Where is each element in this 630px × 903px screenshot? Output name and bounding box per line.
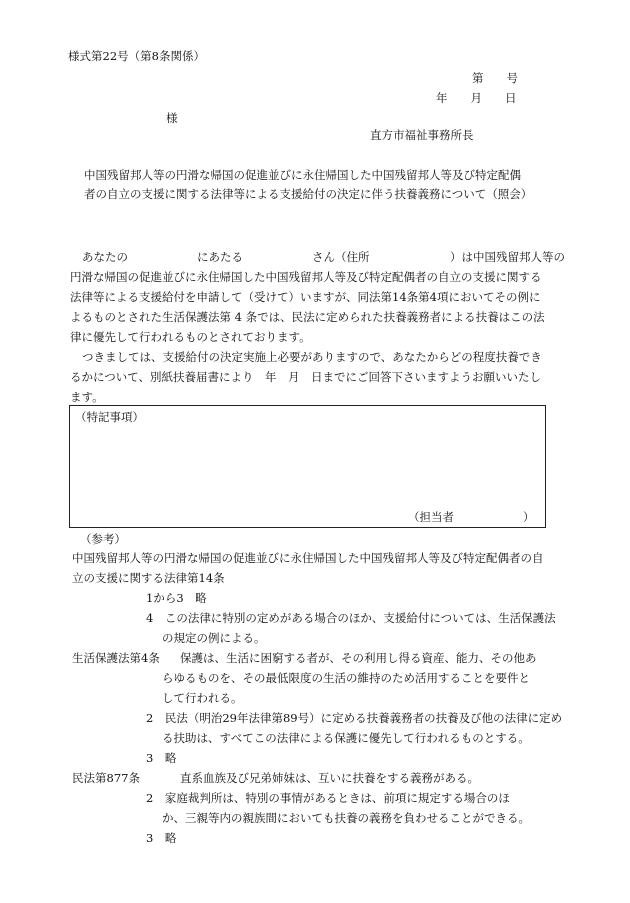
law3-item-3: 3 略 [146, 831, 177, 845]
body-p2-line-2: るかについて、別紙扶養届書により 年 月 日までにご回答下さいますようお願いいたし [70, 370, 542, 384]
sender-name: 直方市福祉事務所長 [370, 128, 474, 142]
law2-item-3: 3 略 [146, 751, 177, 765]
law3-item-2-line-1: 2 家庭裁判所は、特別の事情があるときは、前項に規定する場合のほ [146, 791, 510, 805]
title-line-2: 者の自立の支援に関する法律等による支援給付の決定に伴う扶養義務について（照会） [84, 187, 533, 201]
law3-label: 民法第877条 [72, 771, 140, 785]
law2-label: 生活保護法第4条 [72, 651, 160, 665]
law1-item-4-line-1: 4 この法律に特別の定めがある場合のほか、支援給付については、生活保護法 [146, 611, 556, 625]
reference-heading: （参考） [80, 532, 126, 546]
form-number: 様式第22号（第8条関係） [68, 49, 205, 63]
law2-item-2-line-1: 2 民法（明治29年法律第89号）に定める扶養義務者の扶養及び他の法律に定め [146, 711, 563, 725]
body-p2-line-1: つきましては、支援給付の決定実施上必要がありますので、あなたからどの程度扶養でき [82, 350, 542, 364]
special-notes-label: （特記事項） [75, 410, 144, 424]
law2-item-1-line-1: 保護は、生活に困窮する者が、その利用し得る資産、能力、その他あ [180, 651, 537, 665]
title-line-1: 中国残留邦人等の円滑な帰国の促進並びに永住帰国した中国残留邦人等及び特定配偶 [84, 168, 521, 182]
law2-item-2-line-2: る扶助は、すべてこの法律による保護に優先して行われるものとする。 [162, 731, 530, 745]
person-in-charge[interactable]: （担当者 ） [408, 510, 535, 524]
law1-item-1-3: 1から3 略 [146, 591, 207, 605]
law1-item-4-line-2: の規定の例による。 [162, 631, 266, 645]
law1-title-line-1: 中国残留邦人等の円滑な帰国の促進並びに永住帰国した中国残留邦人等及び特定配偶者の自 [72, 551, 544, 565]
law1-title-line-2: 立の支援に関する法律第14条 [72, 571, 225, 585]
body-p1-line-1: あなたの にあたる さん（住所 ）は中国残留邦人等の [82, 250, 565, 264]
issue-date[interactable]: 年 月 日 [436, 91, 517, 105]
addressee-line[interactable]: 様 [166, 111, 178, 125]
body-p2-line-3: ます。 [70, 390, 104, 404]
law3-item-2-line-2: か、三親等内の親族間においても扶養の義務を負わせることができる。 [162, 811, 530, 825]
body-p1-line-5: 律に優先して行われるものとされております。 [70, 330, 311, 344]
body-p1-line-4: よるものとされた生活保護法第 4 条では、民法に定められた扶養義務者による扶養はこの法 [70, 310, 545, 324]
law2-item-1-line-3: して行われる。 [162, 691, 243, 705]
body-p1-line-3: 法律等による支援給付を申請して（受けて）いますが、同法第14条第4項においてその例に [70, 290, 541, 304]
body-p1-line-2: 円滑な帰国の促進並びに永住帰国した中国残留邦人等及び特定配偶者の自立の支援に関する [70, 270, 542, 284]
law3-item-1: 直系血族及び兄弟姉妹は、互いに扶養をする義務がある。 [180, 771, 479, 785]
law2-item-1-line-2: らゆるものを、その最低限度の生活の維持のため活用することを要件と [162, 671, 530, 685]
document-number[interactable]: 第 号 [472, 71, 518, 85]
